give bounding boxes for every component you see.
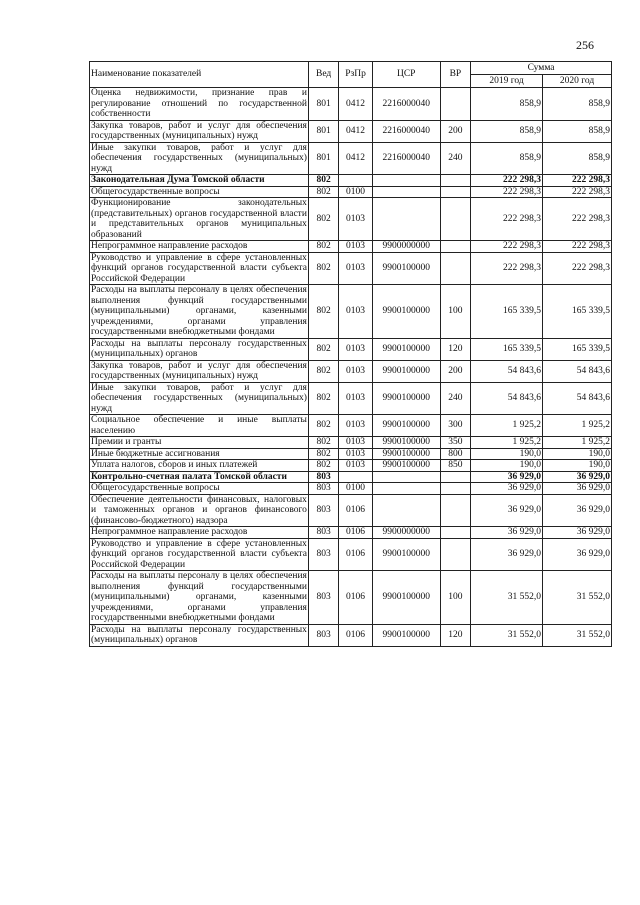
row-ved-cell: 802 <box>308 285 338 339</box>
row-vr-cell: 800 <box>440 448 470 460</box>
row-2019-cell: 858,9 <box>471 88 543 121</box>
row-ved-cell: 803 <box>308 494 338 527</box>
row-rzpr-cell: 0100 <box>339 483 372 495</box>
row-2020-cell: 222 298,3 <box>543 186 612 198</box>
row-2019-cell: 54 843,6 <box>471 360 543 382</box>
row-ved-cell: 802 <box>308 415 338 437</box>
row-csr-cell: 2216000040 <box>372 88 440 121</box>
row-name-cell: Расходы на выплаты персоналу государственных (муниципальных) органов <box>91 624 307 645</box>
row-csr-cell: 9900100000 <box>372 571 440 625</box>
table-row <box>90 338 612 360</box>
row-csr-cell: 2216000040 <box>372 142 440 175</box>
row-rzpr-cell: 0106 <box>339 494 372 527</box>
table-row <box>90 285 612 339</box>
row-csr-cell: 9900100000 <box>372 460 440 472</box>
row-2019-cell: 36 929,0 <box>471 483 543 495</box>
row-vr-cell: 100 <box>440 571 470 625</box>
row-2019-cell: 858,9 <box>471 142 543 175</box>
row-vr-cell <box>440 483 470 495</box>
row-csr-cell <box>372 175 440 187</box>
table-row <box>90 538 612 571</box>
row-2020-cell: 222 298,3 <box>543 241 612 253</box>
row-ved-cell: 802 <box>308 186 338 198</box>
row-rzpr-cell: 0106 <box>339 624 372 646</box>
row-vr-cell: 100 <box>440 285 470 339</box>
table-row <box>90 252 612 285</box>
header-rzpr: РзПр <box>339 62 372 88</box>
row-name-cell: Иные закупки товаров, работ и услуг для обеспечения государственных (муниципальных) нужд <box>91 142 307 174</box>
row-csr-cell: 9900100000 <box>372 382 440 415</box>
row-vr-cell <box>440 494 470 527</box>
row-2020-cell: 36 929,0 <box>543 538 612 571</box>
row-rzpr-cell: 0103 <box>339 448 372 460</box>
table-row <box>90 175 612 187</box>
table-row <box>90 460 612 472</box>
row-name-cell: Общегосударственные вопросы <box>90 483 309 495</box>
row-name-cell: Премии и гранты <box>90 437 309 449</box>
row-ved-cell: 801 <box>308 120 338 142</box>
row-csr-cell: 9900100000 <box>372 415 440 437</box>
row-vr-cell: 850 <box>440 460 470 472</box>
row-ved-cell: 802 <box>308 460 338 472</box>
table-row <box>90 120 612 142</box>
row-vr-cell: 120 <box>440 338 470 360</box>
row-name-cell: Социальное обеспечение и иные выплаты населению <box>91 415 307 436</box>
row-name-cell: Закупка товаров, работ и услуг для обеспечения государственных (муниципальных) нужд <box>91 120 307 141</box>
header-year-2019: 2019 год <box>471 75 543 88</box>
row-2020-cell: 1 925,2 <box>543 437 612 449</box>
header-csr: ЦСР <box>372 62 440 88</box>
table-row <box>90 142 612 175</box>
row-name-cell: Обеспечение деятельности финансовых, налоговых и таможенных органов и органов финансового (финансово-бюджетного) надзора <box>91 494 307 526</box>
row-2020-cell: 36 929,0 <box>543 483 612 495</box>
row-2020-cell: 222 298,3 <box>543 198 612 241</box>
row-vr-cell <box>440 471 470 483</box>
row-2020-cell: 36 929,0 <box>543 494 612 527</box>
row-rzpr-cell: 0103 <box>339 415 372 437</box>
row-ved-cell: 803 <box>308 538 338 571</box>
row-2020-cell: 31 552,0 <box>543 624 612 646</box>
row-name-cell: Непрограммное направление расходов <box>90 241 309 253</box>
row-vr-cell: 200 <box>440 360 470 382</box>
row-rzpr-cell: 0103 <box>339 338 372 360</box>
row-ved-cell: 802 <box>308 198 338 241</box>
row-name-cell: Закупка товаров, работ и услуг для обеспечения государственных (муниципальных) нужд <box>91 360 307 381</box>
row-csr-cell <box>372 483 440 495</box>
row-vr-cell: 200 <box>440 120 470 142</box>
row-csr-cell: 9900100000 <box>372 338 440 360</box>
header-vr: ВР <box>440 62 470 88</box>
row-2019-cell: 165 339,5 <box>471 285 543 339</box>
row-name-cell: Иные бюджетные ассигнования <box>90 448 309 460</box>
row-name-cell: Контрольно-счетная палата Томской области <box>90 471 309 483</box>
row-rzpr-cell: 0412 <box>339 120 372 142</box>
row-2019-cell: 222 298,3 <box>471 241 543 253</box>
row-rzpr-cell: 0100 <box>339 186 372 198</box>
row-2020-cell: 858,9 <box>543 142 612 175</box>
row-2019-cell: 1 925,2 <box>471 415 543 437</box>
row-ved-cell: 803 <box>308 471 338 483</box>
row-name-cell: Общегосударственные вопросы <box>90 186 309 198</box>
row-2019-cell: 190,0 <box>471 460 543 472</box>
row-2020-cell: 1 925,2 <box>543 415 612 437</box>
row-csr-cell: 9900100000 <box>372 285 440 339</box>
row-2019-cell: 1 925,2 <box>471 437 543 449</box>
row-csr-cell: 9900100000 <box>372 437 440 449</box>
table-row <box>90 448 612 460</box>
table-row <box>90 483 612 495</box>
row-name-cell: Расходы на выплаты персоналу в целях обеспечения выполнения функций государственными (муниципальными) органами, казенными учреждениями, органами управления государственными внебюджетными фондами <box>91 285 307 337</box>
row-csr-cell: 9900100000 <box>372 448 440 460</box>
row-ved-cell: 803 <box>308 527 338 539</box>
row-2019-cell: 858,9 <box>471 120 543 142</box>
row-2019-cell: 222 298,3 <box>471 198 543 241</box>
row-2019-cell: 36 929,0 <box>471 527 543 539</box>
table-row <box>90 624 612 646</box>
table-row <box>90 186 612 198</box>
table-row <box>90 360 612 382</box>
row-2020-cell: 54 843,6 <box>543 360 612 382</box>
row-vr-cell <box>440 175 470 187</box>
row-ved-cell: 801 <box>308 142 338 175</box>
row-vr-cell: 300 <box>440 415 470 437</box>
row-ved-cell: 802 <box>308 437 338 449</box>
row-name-cell: Иные закупки товаров, работ и услуг для обеспечения государственных (муниципальных) нужд <box>91 382 307 414</box>
row-name-cell: Руководство и управление в сфере установленных функций органов государственной власти субъекта Российской Федерации <box>91 538 307 570</box>
row-csr-cell: 9900100000 <box>372 252 440 285</box>
row-vr-cell <box>440 186 470 198</box>
row-rzpr-cell: 0103 <box>339 241 372 253</box>
row-vr-cell: 350 <box>440 437 470 449</box>
row-rzpr-cell: 0103 <box>339 382 372 415</box>
row-name-cell: Расходы на выплаты персоналу в целях обеспечения выполнения функций государственными (муниципальными) органами, казенными учреждениями, органами управления государственными внебюджетными фондами <box>91 571 307 623</box>
row-csr-cell: 9900100000 <box>372 360 440 382</box>
row-vr-cell: 120 <box>440 624 470 646</box>
row-csr-cell <box>372 186 440 198</box>
header-sum: Сумма <box>471 62 612 75</box>
header-name: Наименование показателей <box>90 62 309 88</box>
row-vr-cell <box>440 538 470 571</box>
row-2019-cell: 36 929,0 <box>471 471 543 483</box>
row-2019-cell: 222 298,3 <box>471 252 543 285</box>
header-row <box>90 62 612 75</box>
row-2020-cell: 31 552,0 <box>543 571 612 625</box>
row-2020-cell: 54 843,6 <box>543 382 612 415</box>
row-csr-cell: 2216000040 <box>372 120 440 142</box>
row-2019-cell: 31 552,0 <box>471 624 543 646</box>
row-ved-cell: 802 <box>308 241 338 253</box>
row-name-cell: Руководство и управление в сфере установленных функций органов государственной власти субъекта Российской Федерации <box>91 252 307 284</box>
row-csr-cell <box>372 471 440 483</box>
row-rzpr-cell: 0103 <box>339 460 372 472</box>
table-body <box>90 88 612 647</box>
table-row <box>90 437 612 449</box>
table-row <box>90 527 612 539</box>
row-2020-cell: 222 298,3 <box>543 175 612 187</box>
header-year-2020: 2020 год <box>543 75 612 88</box>
row-2019-cell: 190,0 <box>471 448 543 460</box>
row-2019-cell: 165 339,5 <box>471 338 543 360</box>
row-rzpr-cell: 0412 <box>339 88 372 121</box>
row-rzpr-cell: 0106 <box>339 538 372 571</box>
row-rzpr-cell: 0103 <box>339 252 372 285</box>
row-name-cell: Оценка недвижимости, признание прав и регулирование отношений по государственной собственности <box>91 88 307 119</box>
row-csr-cell: 9900100000 <box>372 624 440 646</box>
row-name-cell: Непрограммное направление расходов <box>90 527 309 539</box>
row-name-cell: Уплата налогов, сборов и иных платежей <box>90 460 309 472</box>
table-row <box>90 471 612 483</box>
row-rzpr-cell: 0103 <box>339 198 372 241</box>
row-csr-cell: 9900000000 <box>372 241 440 253</box>
row-2020-cell: 190,0 <box>543 460 612 472</box>
row-2020-cell: 165 339,5 <box>543 338 612 360</box>
row-rzpr-cell: 0106 <box>339 571 372 625</box>
row-name-cell: Расходы на выплаты персоналу государственных (муниципальных) органов <box>91 338 307 359</box>
budget-table <box>89 61 612 647</box>
row-ved-cell: 802 <box>308 360 338 382</box>
row-vr-cell <box>440 88 470 121</box>
row-rzpr-cell <box>339 471 372 483</box>
row-vr-cell <box>440 241 470 253</box>
row-2019-cell: 222 298,3 <box>471 175 543 187</box>
table-row <box>90 571 612 625</box>
table-row <box>90 382 612 415</box>
row-2020-cell: 36 929,0 <box>543 471 612 483</box>
row-ved-cell: 802 <box>308 382 338 415</box>
row-csr-cell: 9900100000 <box>372 538 440 571</box>
row-vr-cell <box>440 252 470 285</box>
table-row <box>90 88 612 121</box>
row-rzpr-cell: 0103 <box>339 360 372 382</box>
header-ved: Вед <box>308 62 338 88</box>
row-name-cell: Функционирование законодательных (представительных) органов государственной власти и представительных органов муниципальных образований <box>91 198 307 240</box>
row-name-cell: Законодательная Дума Томской области <box>90 175 309 187</box>
table-row <box>90 415 612 437</box>
row-2020-cell: 222 298,3 <box>543 252 612 285</box>
row-2019-cell: 54 843,6 <box>471 382 543 415</box>
row-ved-cell: 802 <box>308 175 338 187</box>
row-rzpr-cell: 0106 <box>339 527 372 539</box>
row-2020-cell: 165 339,5 <box>543 285 612 339</box>
row-2019-cell: 36 929,0 <box>471 538 543 571</box>
row-2020-cell: 36 929,0 <box>543 527 612 539</box>
table-row <box>90 494 612 527</box>
row-csr-cell <box>372 198 440 241</box>
row-vr-cell <box>440 527 470 539</box>
row-ved-cell: 803 <box>308 571 338 625</box>
table-row <box>90 241 612 253</box>
row-rzpr-cell: 0103 <box>339 285 372 339</box>
row-2020-cell: 858,9 <box>543 88 612 121</box>
row-2020-cell: 190,0 <box>543 448 612 460</box>
row-vr-cell <box>440 198 470 241</box>
row-ved-cell: 801 <box>308 88 338 121</box>
row-ved-cell: 803 <box>308 624 338 646</box>
row-ved-cell: 802 <box>308 252 338 285</box>
row-ved-cell: 802 <box>308 448 338 460</box>
row-2019-cell: 36 929,0 <box>471 494 543 527</box>
row-vr-cell: 240 <box>440 142 470 175</box>
row-rzpr-cell: 0103 <box>339 437 372 449</box>
row-2019-cell: 31 552,0 <box>471 571 543 625</box>
row-2019-cell: 222 298,3 <box>471 186 543 198</box>
row-rzpr-cell <box>339 175 372 187</box>
row-2020-cell: 858,9 <box>543 120 612 142</box>
table-row <box>90 198 612 241</box>
row-ved-cell: 803 <box>308 483 338 495</box>
page-number: 256 <box>576 38 594 52</box>
row-ved-cell: 802 <box>308 338 338 360</box>
row-csr-cell <box>372 494 440 527</box>
row-rzpr-cell: 0412 <box>339 142 372 175</box>
row-vr-cell: 240 <box>440 382 470 415</box>
row-csr-cell: 9900000000 <box>372 527 440 539</box>
